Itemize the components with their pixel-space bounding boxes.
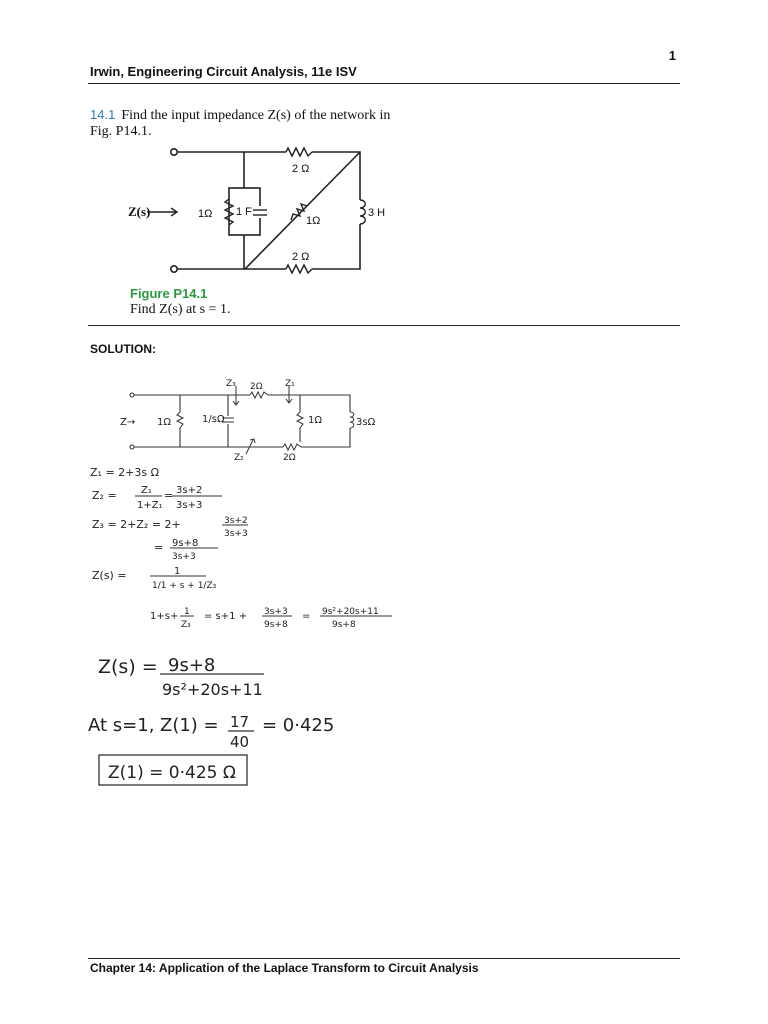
- sketch-z2-label: Z₂: [234, 453, 244, 463]
- z3-num2: 9s+8: [172, 538, 199, 549]
- z2-den1: 1+Z₁: [137, 500, 163, 511]
- footer-chapter: Chapter 14: Application of the Laplace Transform to Circuit Analysis: [90, 961, 479, 975]
- boxed-answer: Z(1) = 0·425 Ω: [108, 763, 236, 783]
- footer-rule: [88, 958, 680, 959]
- solution-sketch: [0, 378, 768, 468]
- fig-c-left-label: 1 F: [236, 206, 252, 218]
- z2-lhs: Z₂ =: [92, 489, 117, 502]
- sum-frac-den: Z₃: [181, 620, 191, 630]
- z2-den2: 3s+3: [176, 500, 203, 511]
- figure-caption: Figure P14.1: [130, 286, 208, 301]
- z3-den: 3s+3: [224, 529, 248, 539]
- sketch-input-label: Z→: [120, 417, 136, 428]
- sum-frac-num: 1: [184, 607, 190, 617]
- eval-num: 17: [230, 713, 250, 731]
- circuit-figure: [0, 140, 768, 285]
- eval-value: = 0·425: [262, 715, 335, 736]
- sum-eq: =: [302, 611, 311, 622]
- derivation-steps: [0, 462, 768, 632]
- fig-r-top-label: 2 Ω: [292, 163, 310, 175]
- sketch-r1-label: 1Ω: [157, 417, 172, 428]
- z3-lhs: Z₃ = 2+Z₂ = 2+: [92, 518, 181, 531]
- final-result: [0, 645, 768, 790]
- problem-text: Find the input impedance Z(s) of the network in Fig. P14.1.: [90, 108, 391, 139]
- sum-num: 3s+3: [264, 607, 288, 617]
- z3-den2: 3s+3: [172, 552, 196, 562]
- eval-prefix: At s=1,: [88, 715, 155, 736]
- figure-task: Find Z(s) at s = 1.: [130, 302, 231, 317]
- zs-den: 1/1 + s + 1/Z₃: [152, 581, 217, 591]
- sketch-z3-label: Z₃: [226, 379, 236, 389]
- sketch-cap-label: 1/sΩ: [202, 414, 225, 425]
- problem-number: 14.1: [90, 107, 116, 122]
- fig-input-label: Z(s): [128, 204, 151, 219]
- zs-num: 1: [174, 566, 181, 577]
- page-number: 1: [668, 48, 676, 63]
- sum-lhs: 1+s+: [150, 611, 179, 622]
- z3-eq: =: [154, 541, 164, 554]
- eval-den: 40: [230, 733, 250, 751]
- z2-num2: 3s+2: [176, 485, 203, 496]
- sum-den: 9s+8: [264, 620, 288, 630]
- z3-num: 3s+2: [224, 516, 248, 526]
- z1-line: Z₁ = 2+3s Ω: [90, 466, 160, 479]
- fig-l-right-label: 3 H: [368, 207, 386, 219]
- sketch-l-right-label: 3sΩ: [356, 417, 376, 428]
- sketch-r-bottom-label: 2Ω: [283, 453, 296, 463]
- fig-r-bottom-label: 2 Ω: [292, 251, 310, 263]
- fig-r-diag-label: 1Ω: [306, 215, 321, 227]
- sum-num2: 9s²+20s+11: [322, 607, 379, 617]
- sketch-z1-label: Z₁: [285, 379, 295, 389]
- sum-mid: = s+1 +: [204, 611, 248, 622]
- book-header: Irwin, Engineering Circuit Analysis, 11e ISV: [90, 64, 357, 79]
- z2-eq: =: [164, 489, 174, 502]
- sketch-r-top-label: 2Ω: [250, 382, 263, 392]
- header-rule: [88, 83, 680, 84]
- problem-statement: [90, 107, 400, 140]
- result-num: 9s+8: [168, 655, 216, 676]
- section-rule: [88, 325, 680, 326]
- z2-num1: Z₁: [141, 485, 152, 496]
- result-den: 9s²+20s+11: [162, 680, 263, 699]
- sum-den2: 9s+8: [332, 620, 356, 630]
- result-lhs: Z(s) =: [98, 656, 158, 678]
- solution-label: SOLUTION:: [90, 342, 156, 356]
- eval-lhs: Z(1) =: [160, 715, 219, 736]
- fig-r-left-label: 1Ω: [198, 208, 213, 220]
- zs-lhs: Z(s) =: [92, 569, 127, 582]
- sketch-r-mid-label: 1Ω: [308, 415, 323, 426]
